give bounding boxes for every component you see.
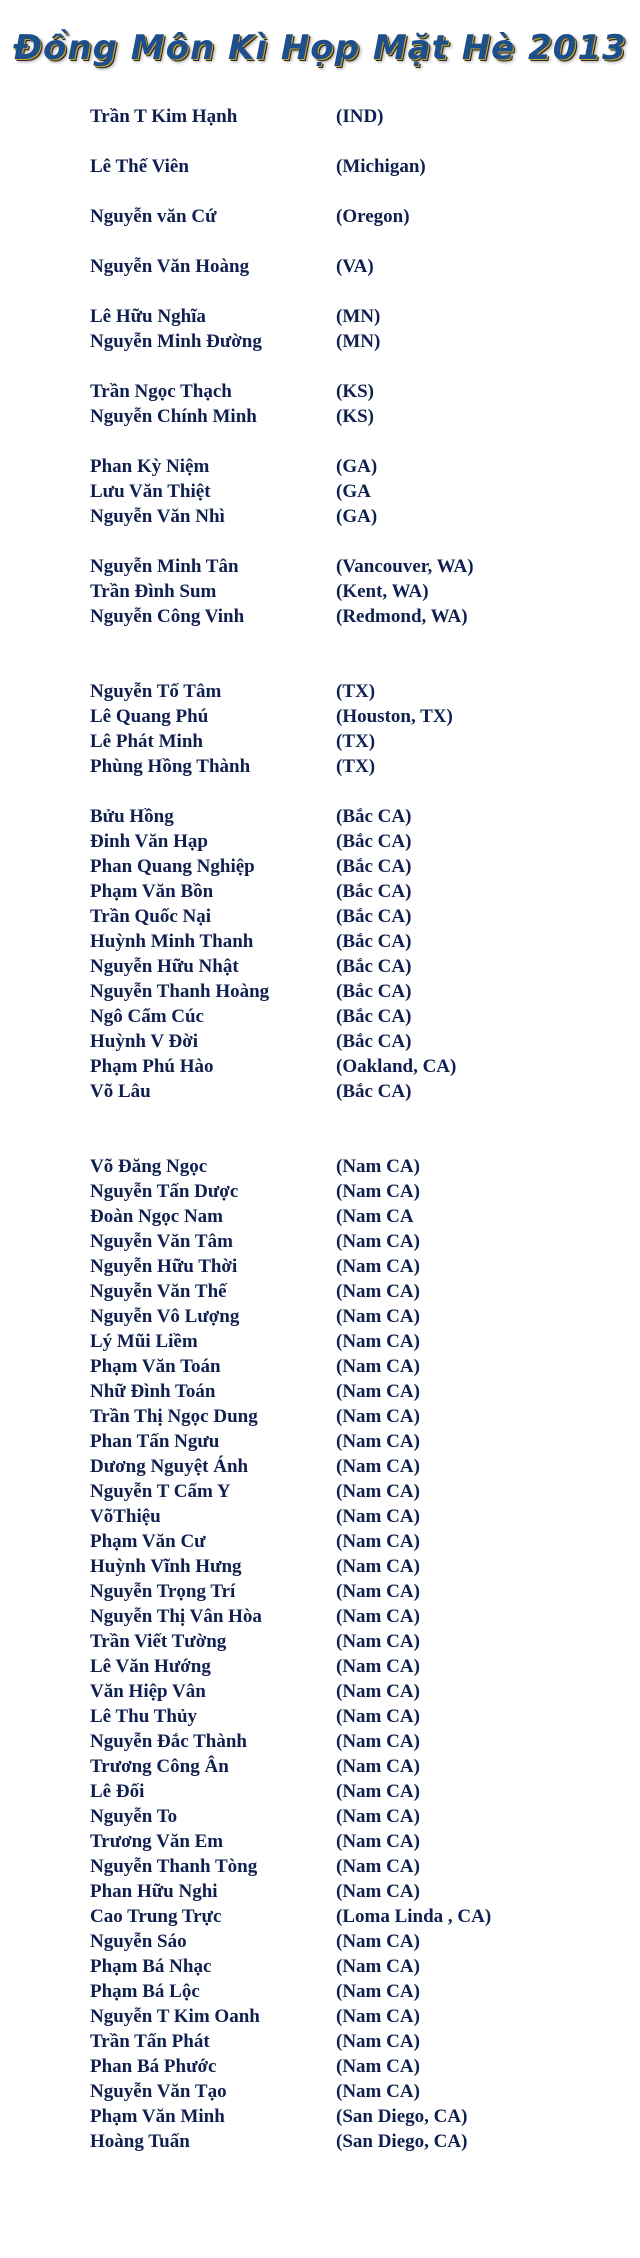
attendee-name: Huỳnh Minh Thanh <box>90 931 254 952</box>
attendee-row <box>90 329 610 354</box>
attendee-row <box>90 2029 610 2054</box>
attendee-row <box>90 1154 610 1179</box>
attendee-location: (Nam CA) <box>336 2056 420 2077</box>
attendee-row <box>90 754 610 779</box>
attendee-row <box>90 404 610 429</box>
group-spacer <box>90 354 610 379</box>
attendee-row <box>90 1004 610 1029</box>
attendee-name: Nguyễn văn Cứ <box>90 206 217 227</box>
group-spacer <box>90 279 610 304</box>
attendee-name: Trần Quốc Nại <box>90 906 212 927</box>
attendee-row <box>90 904 610 929</box>
group-spacer <box>90 529 610 554</box>
attendee-name: Lê Hữu Nghĩa <box>90 306 206 327</box>
attendee-location: (Nam CA) <box>336 1856 420 1877</box>
attendee-row <box>90 1179 610 1204</box>
page-title: Đồng Môn Kì Họp Mặt Hè 2013 <box>13 28 627 68</box>
attendee-list <box>90 104 610 2154</box>
attendee-name: Phan Hữu Nghi <box>90 1881 218 1902</box>
attendee-row <box>90 1929 610 1954</box>
attendee-location: (Nam CA) <box>336 1306 420 1327</box>
attendee-row <box>90 1529 610 1554</box>
attendee-row <box>90 729 610 754</box>
attendee-name: Trương Công Ân <box>90 1756 229 1777</box>
attendee-name: Nguyễn Vô Lượng <box>90 1306 240 1327</box>
attendee-location: (Nam CA) <box>336 1231 420 1252</box>
attendee-name: Phạm Văn Minh <box>90 2106 225 2127</box>
attendee-location: (Oakland, CA) <box>336 1056 457 1077</box>
attendee-row <box>90 1779 610 1804</box>
attendee-name: Phan Quang Nghiệp <box>90 856 255 877</box>
attendee-row <box>90 204 610 229</box>
attendee-name: Nguyễn Thanh Tòng <box>90 1856 258 1877</box>
attendee-row <box>90 1279 610 1304</box>
attendee-name: Nhữ Đình Toán <box>90 1381 216 1402</box>
attendee-location: (Bắc CA) <box>336 956 412 977</box>
attendee-name: Huỳnh V Đời <box>90 1031 199 1052</box>
attendee-location: (Nam CA) <box>336 1331 420 1352</box>
attendee-row <box>90 1629 610 1654</box>
attendee-name: Nguyễn Thị Vân Hòa <box>90 1606 262 1627</box>
attendee-row <box>90 704 610 729</box>
attendee-location: (Nam CA) <box>336 1656 420 1677</box>
group-spacer <box>90 129 610 154</box>
attendee-location: (VA) <box>336 256 374 277</box>
attendee-location: (Nam CA) <box>336 1931 420 1952</box>
attendee-name: Nguyễn Trọng Trí <box>90 1581 236 1602</box>
attendee-name: Huỳnh Vĩnh Hưng <box>90 1556 242 1577</box>
attendee-name: Trần Viết Tường <box>90 1631 227 1652</box>
group-spacer <box>90 1104 610 1154</box>
attendee-location: (Nam CA) <box>336 1256 420 1277</box>
attendee-location: (Nam CA) <box>336 1456 420 1477</box>
attendee-location: (MN) <box>336 306 381 327</box>
attendee-row <box>90 554 610 579</box>
attendee-row <box>90 1479 610 1504</box>
attendee-location: (Nam CA) <box>336 2031 420 2052</box>
attendee-location: (KS) <box>336 381 374 402</box>
attendee-row <box>90 104 610 129</box>
attendee-name: Nguyễn Chính Minh <box>90 406 257 427</box>
group-spacer <box>90 179 610 204</box>
attendee-name: Lưu Văn Thiệt <box>90 481 211 502</box>
attendee-location: (Nam CA) <box>336 1156 420 1177</box>
attendee-name: Lê Quang Phú <box>90 706 209 727</box>
attendee-name: VõThiệu <box>90 1506 161 1527</box>
attendee-location: (GA) <box>336 506 378 527</box>
attendee-row <box>90 304 610 329</box>
attendee-row <box>90 579 610 604</box>
attendee-row <box>90 1754 610 1779</box>
attendee-location: (Michigan) <box>336 156 426 177</box>
attendee-location: (Redmond, WA) <box>336 606 468 627</box>
attendee-location: (Nam CA) <box>336 1381 420 1402</box>
attendee-row <box>90 929 610 954</box>
attendee-row <box>90 604 610 629</box>
attendee-name: Trần T Kim Hạnh <box>90 106 238 127</box>
attendee-name: Nguyễn Hữu Nhật <box>90 956 239 977</box>
attendee-row <box>90 1804 610 1829</box>
attendee-row <box>90 1979 610 2004</box>
attendee-row <box>90 1329 610 1354</box>
attendee-row <box>90 1029 610 1054</box>
attendee-name: Lê Thu Thủy <box>90 1706 198 1727</box>
attendee-location: (Nam CA) <box>336 1731 420 1752</box>
attendee-location: (GA) <box>336 456 378 477</box>
attendee-row <box>90 2079 610 2104</box>
attendee-row <box>90 379 610 404</box>
attendee-name: Nguyễn Văn Tâm <box>90 1231 233 1252</box>
attendee-name: Trần Ngọc Thạch <box>90 381 232 402</box>
attendee-row <box>90 954 610 979</box>
attendee-name: Ngô Cẩm Cúc <box>90 1006 204 1027</box>
attendee-location: (Oregon) <box>336 206 410 227</box>
attendee-location: (Bắc CA) <box>336 1081 412 1102</box>
attendee-location: (Nam CA) <box>336 1606 420 1627</box>
attendee-location: (Nam CA) <box>336 1681 420 1702</box>
attendee-location: (IND) <box>336 106 384 127</box>
attendee-name: Phạm Văn Bồn <box>90 881 214 902</box>
attendee-name: Phan Bá Phước <box>90 2056 217 2077</box>
attendee-location: (Nam CA) <box>336 1481 420 1502</box>
attendee-row <box>90 154 610 179</box>
attendee-row <box>90 2104 610 2129</box>
attendee-location: (Nam CA) <box>336 1556 420 1577</box>
attendee-location: (Kent, WA) <box>336 581 429 602</box>
attendee-location: (TX) <box>336 681 376 702</box>
attendee-row <box>90 1504 610 1529</box>
attendee-row <box>90 1379 610 1404</box>
attendee-location: (Nam CA) <box>336 1581 420 1602</box>
attendee-name: Võ Lâu <box>90 1081 151 1102</box>
attendee-name: Phan Kỳ Niệm <box>90 456 210 477</box>
attendee-row <box>90 1229 610 1254</box>
attendee-name: Trần Tấn Phát <box>90 2031 210 2052</box>
attendee-row <box>90 829 610 854</box>
attendee-name: Võ Đăng Ngọc <box>90 1156 208 1177</box>
attendee-location: (Nam CA) <box>336 1506 420 1527</box>
attendee-row <box>90 1879 610 1904</box>
attendee-location: (Nam CA) <box>336 1356 420 1377</box>
attendee-location: (Vancouver, WA) <box>336 556 474 577</box>
attendee-name: Phạm Phú Hào <box>90 1056 214 1077</box>
attendee-name: Nguyễn Văn Thế <box>90 1281 227 1302</box>
attendee-name: Trần Thị Ngọc Dung <box>90 1406 258 1427</box>
attendee-name: Trần Đình Sum <box>90 581 217 602</box>
attendee-location: (Nam CA) <box>336 1756 420 1777</box>
attendee-row <box>90 1254 610 1279</box>
attendee-row <box>90 1604 610 1629</box>
attendee-name: Nguyễn T Kim Oanh <box>90 2006 260 2027</box>
attendee-row <box>90 1679 610 1704</box>
attendee-name: Bửu Hồng <box>90 806 174 827</box>
attendee-location: (Nam CA) <box>336 1981 420 2002</box>
group-spacer <box>90 779 610 804</box>
attendee-name: Nguyễn T Cẩm Y <box>90 1481 231 1502</box>
attendee-name: Phạm Bá Nhạc <box>90 1956 212 1977</box>
attendee-name: Cao Trung Trực <box>90 1906 222 1927</box>
attendee-row <box>90 1729 610 1754</box>
attendee-location: (Bắc CA) <box>336 806 412 827</box>
attendee-location: (Nam CA <box>336 1206 414 1227</box>
attendee-location: (Nam CA) <box>336 1281 420 1302</box>
attendee-row <box>90 879 610 904</box>
attendee-row <box>90 1079 610 1104</box>
attendee-row <box>90 1054 610 1079</box>
attendee-name: Nguyễn Tố Tâm <box>90 681 222 702</box>
attendee-row <box>90 1554 610 1579</box>
attendee-name: Đoàn Ngọc Nam <box>90 1206 223 1227</box>
attendee-location: (Loma Linda , CA) <box>336 1906 492 1927</box>
attendee-location: (GA <box>336 481 371 502</box>
attendee-location: (Nam CA) <box>336 1431 420 1452</box>
attendee-row <box>90 479 610 504</box>
attendee-name: Nguyễn Hữu Thời <box>90 1256 238 1277</box>
attendee-location: (Bắc CA) <box>336 881 412 902</box>
attendee-row <box>90 2054 610 2079</box>
attendee-row <box>90 804 610 829</box>
attendee-row <box>90 979 610 1004</box>
attendee-location: (Nam CA) <box>336 2006 420 2027</box>
attendee-row <box>90 1579 610 1604</box>
attendee-name: Nguyễn Minh Đường <box>90 331 262 352</box>
attendee-location: (Bắc CA) <box>336 831 412 852</box>
attendee-location: (Nam CA) <box>336 2081 420 2102</box>
attendee-location: (MN) <box>336 331 381 352</box>
attendee-row <box>90 854 610 879</box>
attendee-name: Lý Mũi Liềm <box>90 1331 198 1352</box>
attendee-name: Nguyễn Minh Tân <box>90 556 239 577</box>
attendee-name: Trương Văn Em <box>90 1831 224 1852</box>
attendee-row <box>90 454 610 479</box>
attendee-name: Phan Tấn Ngưu <box>90 1431 220 1452</box>
attendee-location: (Nam CA) <box>336 1781 420 1802</box>
attendee-row <box>90 1904 610 1929</box>
attendee-name: Văn Hiệp Vân <box>90 1681 206 1702</box>
attendee-location: (Nam CA) <box>336 1956 420 1977</box>
attendee-name: Lê Đối <box>90 1781 145 1802</box>
attendee-location: (Bắc CA) <box>336 931 412 952</box>
attendee-location: (Nam CA) <box>336 1406 420 1427</box>
attendee-row <box>90 679 610 704</box>
attendee-name: Đinh Văn Hạp <box>90 831 208 852</box>
group-spacer <box>90 229 610 254</box>
attendee-row <box>90 1654 610 1679</box>
attendee-location: (Nam CA) <box>336 1831 420 1852</box>
attendee-location: (Bắc CA) <box>336 906 412 927</box>
attendee-row <box>90 1954 610 1979</box>
attendee-name: Lê Phát Minh <box>90 731 203 752</box>
attendee-row <box>90 1429 610 1454</box>
attendee-name: Lê Thế Viên <box>90 156 189 177</box>
attendee-row <box>90 504 610 529</box>
attendee-location: (Bắc CA) <box>336 1006 412 1027</box>
attendee-name: Nguyễn Đắc Thành <box>90 1731 247 1752</box>
attendee-location: (Bắc CA) <box>336 856 412 877</box>
attendee-name: Phạm Văn Toán <box>90 1356 221 1377</box>
attendee-name: Nguyễn To <box>90 1806 178 1827</box>
attendee-location: (Bắc CA) <box>336 981 412 1002</box>
attendee-location: (KS) <box>336 406 374 427</box>
attendee-row <box>90 1204 610 1229</box>
attendee-name: Phùng Hồng Thành <box>90 756 251 777</box>
attendee-name: Nguyễn Thanh Hoàng <box>90 981 270 1002</box>
attendee-location: (TX) <box>336 731 376 752</box>
attendee-row <box>90 1704 610 1729</box>
attendee-name: Nguyễn Tấn Dược <box>90 1181 239 1202</box>
attendee-location: (Nam CA) <box>336 1706 420 1727</box>
attendee-row <box>90 2129 610 2154</box>
attendee-row <box>90 1454 610 1479</box>
attendee-location: (San Diego, CA) <box>336 2106 468 2127</box>
attendee-location: (San Diego, CA) <box>336 2131 468 2152</box>
attendee-name: Lê Văn Hướng <box>90 1656 211 1677</box>
attendee-name: Dương Nguyệt Ánh <box>90 1456 249 1477</box>
attendee-location: (Nam CA) <box>336 1881 420 1902</box>
attendee-location: (Bắc CA) <box>336 1031 412 1052</box>
attendee-row <box>90 1354 610 1379</box>
attendee-name: Phạm Bá Lộc <box>90 1981 200 2002</box>
attendee-location: (TX) <box>336 756 376 777</box>
attendee-location: (Nam CA) <box>336 1806 420 1827</box>
attendee-location: (Houston, TX) <box>336 706 453 727</box>
group-spacer <box>90 629 610 679</box>
attendee-row <box>90 2004 610 2029</box>
attendee-row <box>90 1854 610 1879</box>
attendee-name: Nguyễn Công Vinh <box>90 606 245 627</box>
attendee-name: Nguyễn Văn Hoàng <box>90 256 250 277</box>
attendee-name: Nguyễn Văn Tạo <box>90 2081 227 2102</box>
attendee-location: (Nam CA) <box>336 1631 420 1652</box>
attendee-location: (Nam CA) <box>336 1181 420 1202</box>
attendee-name: Nguyễn Văn Nhì <box>90 506 225 527</box>
attendee-row <box>90 254 610 279</box>
attendee-row <box>90 1304 610 1329</box>
attendee-row <box>90 1404 610 1429</box>
attendee-location: (Nam CA) <box>336 1531 420 1552</box>
attendee-name: Nguyễn Sáo <box>90 1931 187 1952</box>
attendee-name: Phạm Văn Cư <box>90 1531 206 1552</box>
group-spacer <box>90 429 610 454</box>
attendee-name: Hoàng Tuấn <box>90 2131 190 2152</box>
attendee-row <box>90 1829 610 1854</box>
